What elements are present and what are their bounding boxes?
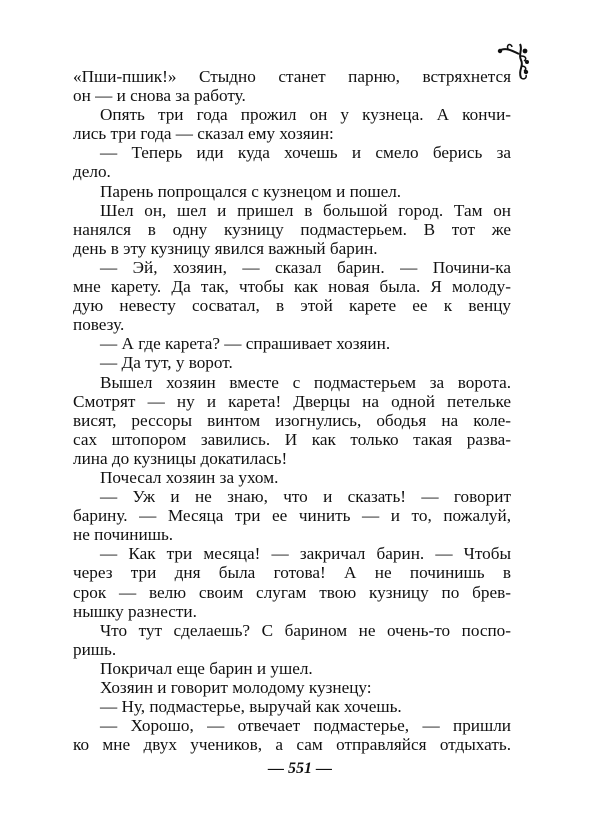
text-line: — Как три месяца! — закричал барин. — Чтобы <box>100 544 511 564</box>
text-line: «Пши-пшик!» Стыдно станет парню, встряхнется <box>73 67 511 86</box>
text-line: ко мне двух учеников, а сам отправляйся отдыхать. <box>73 735 511 755</box>
text-line: срок — велю своим слугам твою кузницу по брев- <box>73 582 511 602</box>
page-number: — 551 — <box>268 760 332 777</box>
text-line: — Эй, хозяин, — сказал барин. — Почини-ка <box>100 257 511 277</box>
text-line: — Да тут, у ворот. <box>100 353 233 373</box>
text-line: барину. — Месяца три ее чинить — и то, пожалуй, <box>73 506 511 526</box>
text-line: — Уж и не знаю, что и сказать! — говорит <box>100 487 511 507</box>
paragraph <box>73 659 511 678</box>
text-line: Парень попрощался с кузнецом и пошел. <box>100 181 402 201</box>
text-line: висят, рессоры винтом изогнулись, ободья на коле- <box>73 410 511 430</box>
text-line: он — и снова за работу. <box>73 86 246 106</box>
paragraph <box>73 201 511 258</box>
text-line: — Хорошо, — отвечает подмастерье, — пришли <box>100 716 511 736</box>
paragraph <box>73 67 511 105</box>
text-line: нышку разнести. <box>73 601 197 621</box>
text-line: ришь. <box>73 639 117 659</box>
paragraph <box>73 697 511 716</box>
text-line: лина до кузницы докатилась! <box>73 448 288 468</box>
text-line: повезу. <box>73 315 125 335</box>
text-line: день в эту кузницу явился важный барин. <box>73 238 378 258</box>
text-line: Хозяин и говорит молодому кузнецу: <box>100 678 372 697</box>
paragraph <box>73 182 511 201</box>
paragraph <box>73 373 511 468</box>
text-line: Смотрят — ну и карета! Дверцы на одной петельке <box>73 391 511 411</box>
text-line: Опять три года прожил он у кузнеца. А кончи- <box>100 105 511 125</box>
paragraph <box>73 105 511 143</box>
text-line: — Ну, подмастерье, выручай как хочешь. <box>100 697 402 717</box>
paragraph <box>73 678 511 697</box>
paragraph <box>73 334 511 353</box>
paragraph <box>73 353 511 372</box>
text-line: Что тут сделаешь? С барином не очень-то поспо- <box>100 620 511 640</box>
text-line: мне карету. Да так, чтобы как новая была. Я молоду- <box>73 277 511 297</box>
text-line: дую невесту сосватал, в этой карете ее к венцу <box>73 296 511 316</box>
paragraph <box>73 143 511 181</box>
text-line: дело. <box>73 162 111 182</box>
text-line: сах штопором завились. И как только такая разва- <box>73 429 511 449</box>
text-line: Вышел хозяин вместе с подмастерьем за ворота. <box>100 372 511 392</box>
text-line: не починишь. <box>73 525 174 545</box>
text-line: нанялся в одну кузницу подмастерьем. В тот же <box>73 219 511 239</box>
paragraph <box>73 621 511 659</box>
text-line: — Теперь иди куда хочешь и смело берись за <box>100 143 511 163</box>
text-line: через три дня была готова! А не починишь в <box>73 563 511 583</box>
paragraph <box>73 468 511 487</box>
paragraph <box>73 487 511 544</box>
body-text <box>73 67 511 754</box>
paragraph <box>73 258 511 334</box>
paragraph <box>73 716 511 754</box>
text-line: Почесал хозяин за ухом. <box>100 467 279 487</box>
text-line: — А где карета? — спрашивает хозяин. <box>100 334 391 354</box>
text-line: лись три года — сказал ему хозяин: <box>73 124 334 144</box>
text-line: Покричал еще барин и ушел. <box>100 658 313 678</box>
text-line: Шел он, шел и пришел в большой город. Там он <box>100 200 511 220</box>
paragraph <box>73 544 511 620</box>
